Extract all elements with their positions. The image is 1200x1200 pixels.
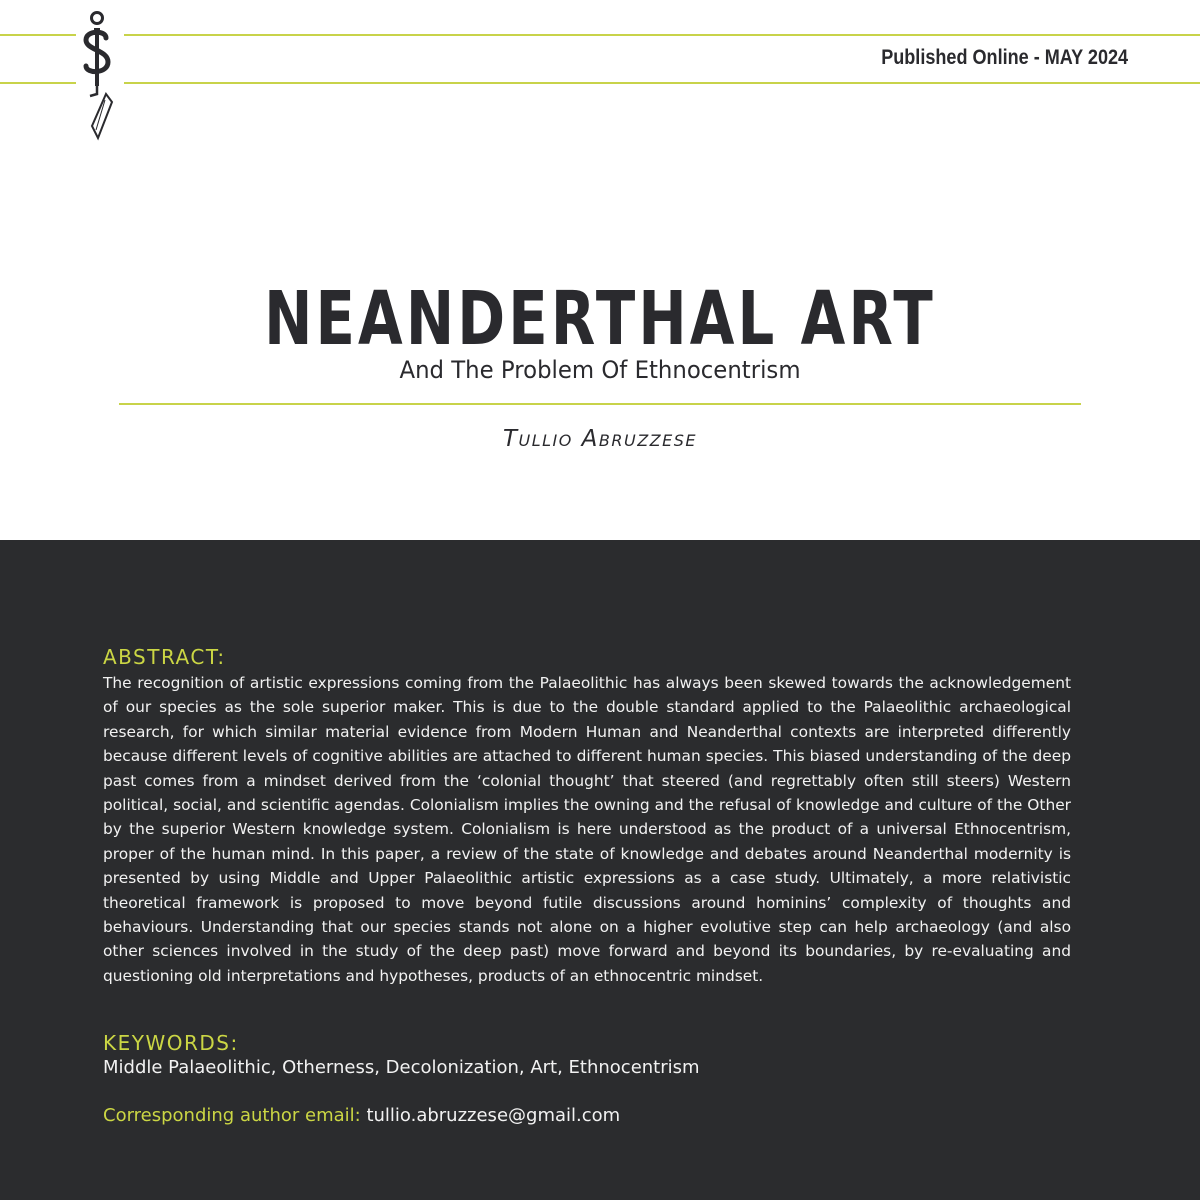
email-link[interactable]: tullio.abruzzese@gmail.com (366, 1105, 621, 1126)
header-rule-bottom (0, 82, 1200, 84)
abstract-text: The recognition of artistic expressions coming from the Palaeolithic has always been skewed towards the acknowledgement of our species as the sole superior maker. This is due to the double standard applied to the Palaeolithic archaeological research, for which similar material evidence from Modern Human and Neanderthal contexts are interpreted differently because different levels of cognitive abilities are attached to different human species. This biased understanding of the deep past comes from a mindset derived from the ‘colonial thought’ that steered (and regrettably often still steers) Western political, social, and scientific agendas. Colonialism implies the owning and the refusal of knowledge and culture of the Other by the superior Western knowledge system. Colonialism is here understood as the product of a universal Ethnocentrism, proper of the human mind. In this paper, a review of the state of knowledge and debates around Neanderthal modernity is presented by using Middle and Upper Palaeolithic artistic expressions as a case study. Ultimately, a more relativistic theoretical framework is proposed to move beyond futile discussions around hominins’ complexity of thoughts and behaviours. Understanding that our species stands not alone on a higher evolutive step can help archaeology (and also other sciences involved in the study of the deep past) move forward and beyond its boundaries, by re-evaluating and questioning old interpretations and hypotheses, products of an ethnocentric mindset. (103, 674, 1071, 985)
keywords-text: Middle Palaeolithic, Otherness, Decolonization, Art, Ethnocentrism (103, 1057, 700, 1078)
email-label: Corresponding author email: (103, 1105, 361, 1126)
abstract-label: ABSTRACT: (103, 645, 226, 669)
published-date: Published Online - MAY 2024 (881, 46, 1128, 69)
keywords-label: KEYWORDS: (103, 1031, 239, 1055)
header-rule-top (0, 34, 1200, 36)
article-title: NEANDERTHAL ART (264, 276, 936, 362)
corresponding-author-row (103, 1105, 620, 1126)
article-subtitle: And The Problem Of Ethnocentrism (399, 356, 801, 384)
journal-logo-trowel-icon (76, 6, 124, 142)
author-name: Tullio Abruzzese (502, 426, 698, 452)
title-divider (119, 403, 1081, 405)
abstract-panel (0, 540, 1200, 1200)
